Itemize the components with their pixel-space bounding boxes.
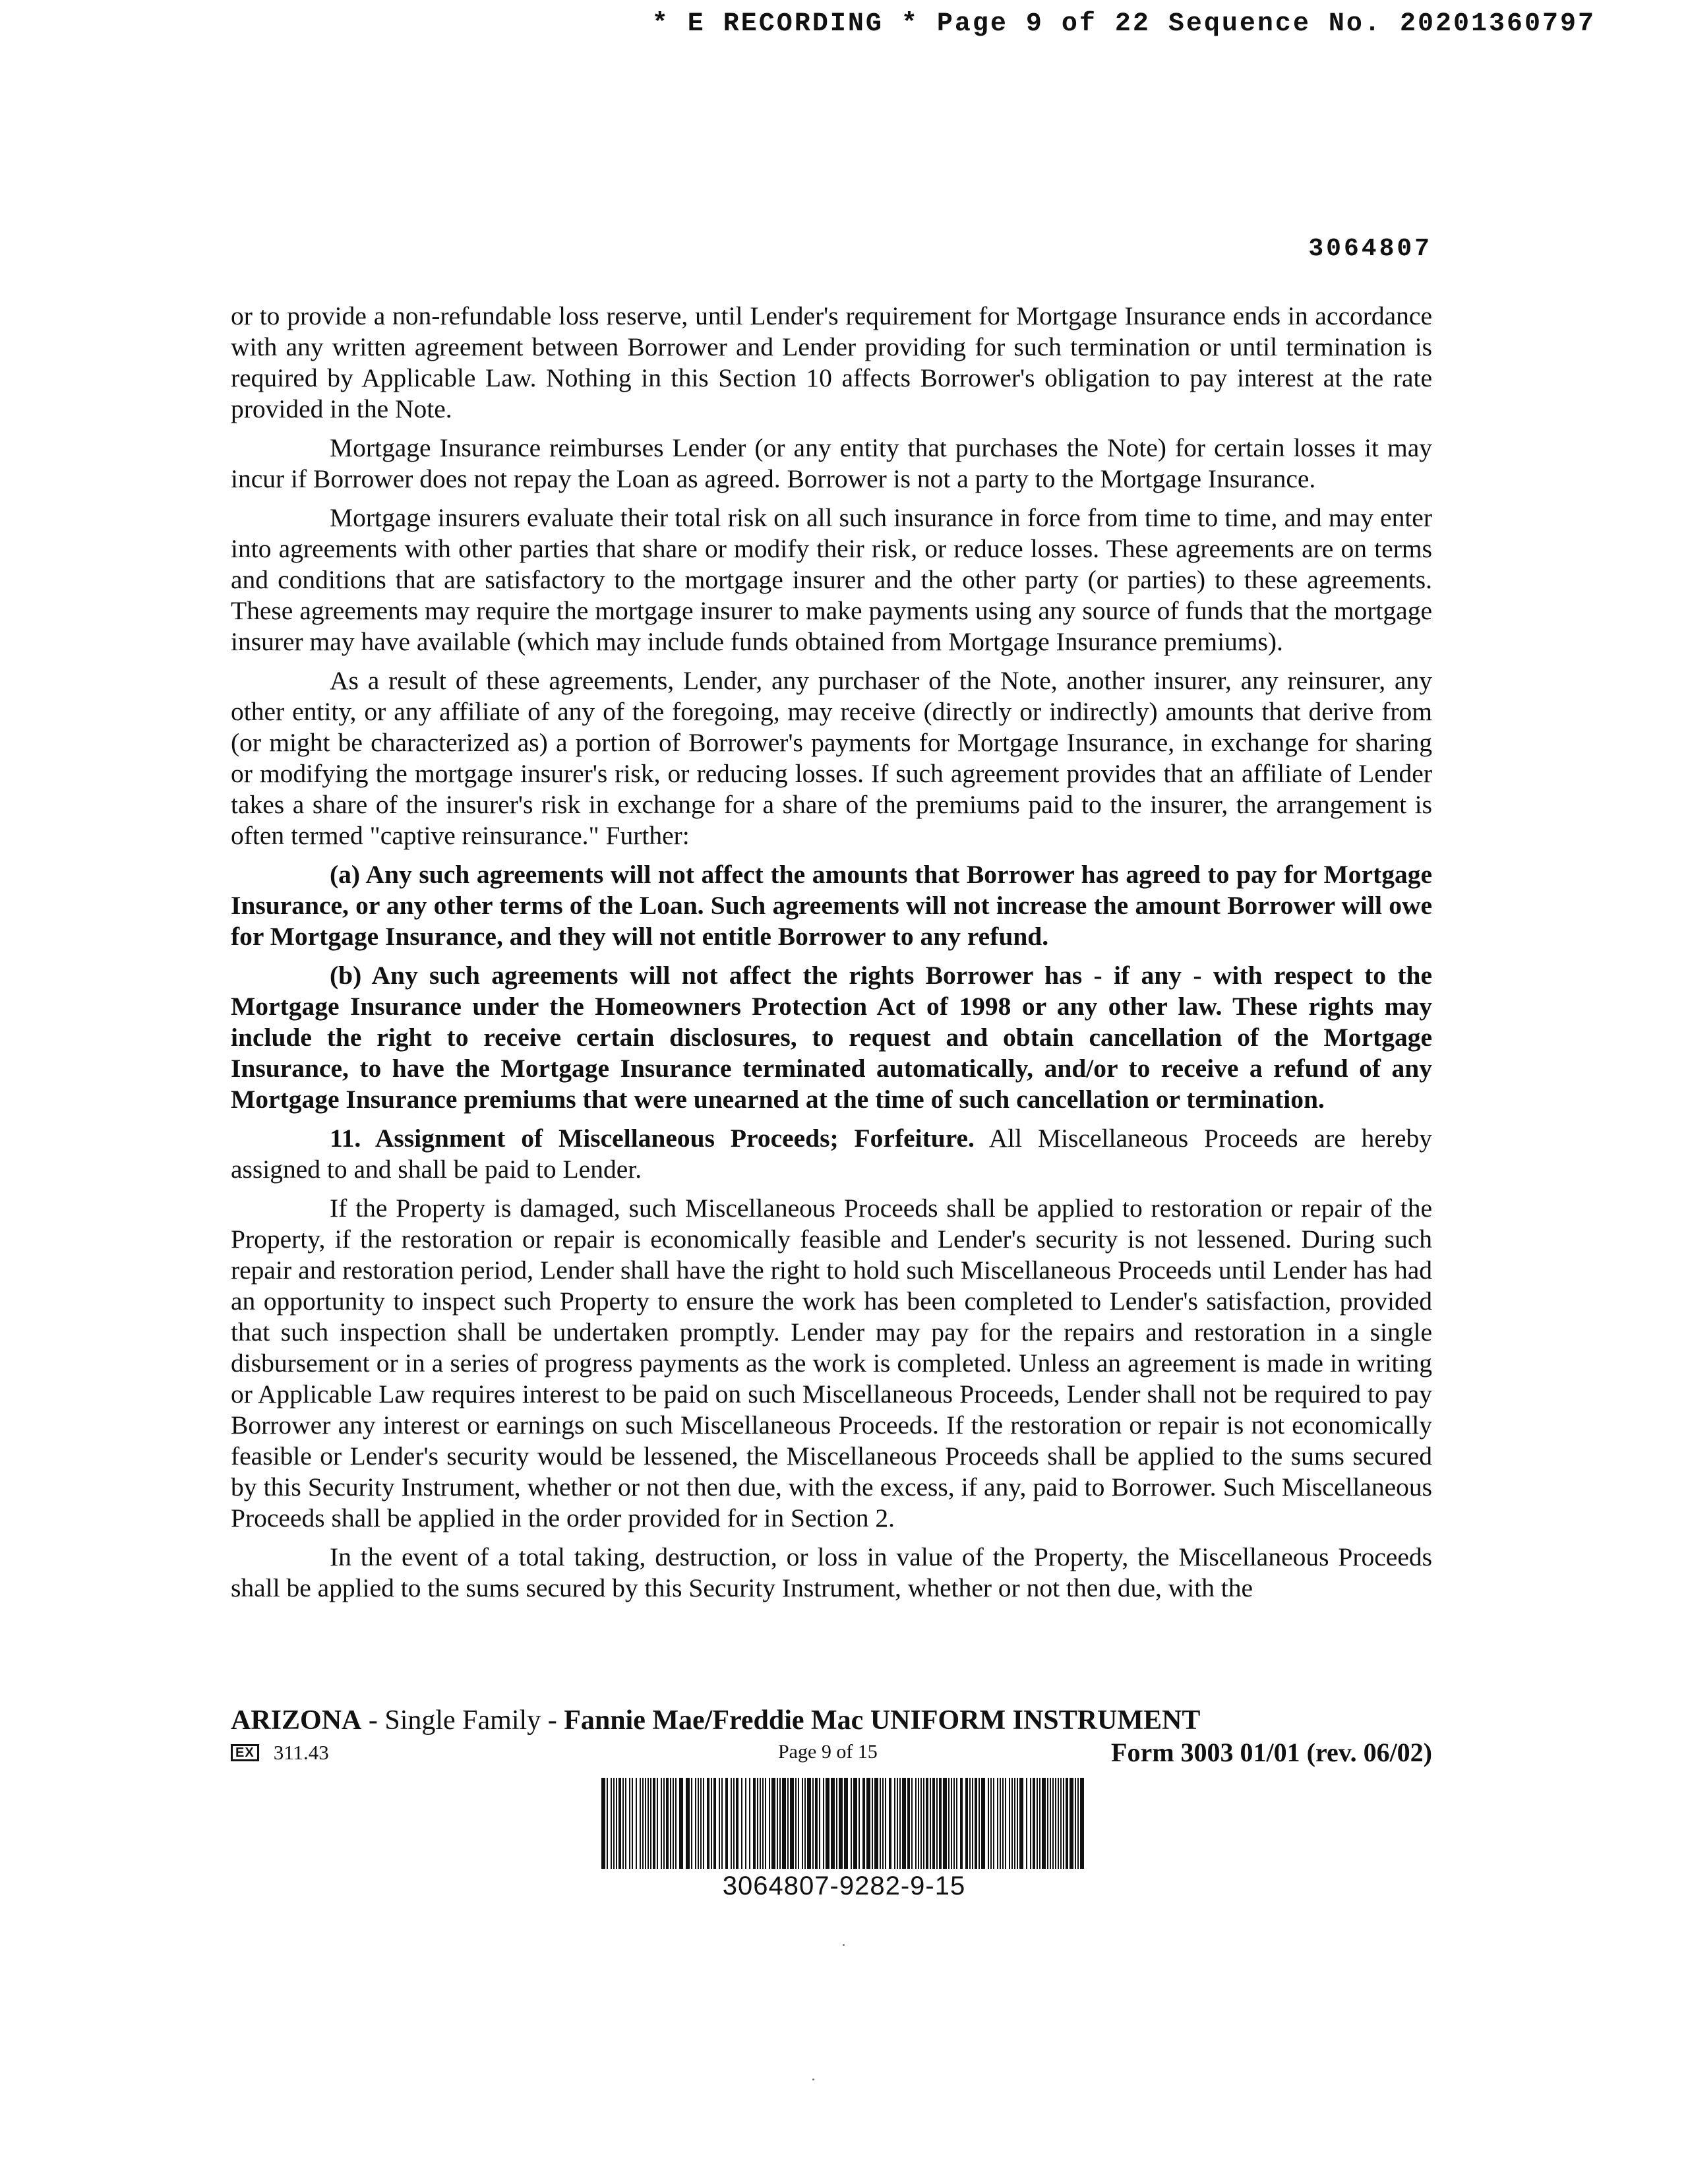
barcode-bar <box>762 1778 764 1869</box>
barcode-bar <box>889 1778 891 1869</box>
barcode-bar <box>733 1778 735 1869</box>
barcode-bar <box>926 1778 928 1869</box>
scan-speck <box>812 2078 814 2080</box>
barcode-bar <box>1037 1778 1038 1869</box>
barcode-image <box>601 1778 1087 1869</box>
barcode-bar <box>807 1778 811 1869</box>
barcode-bar <box>782 1778 786 1869</box>
barcode-bar <box>1000 1778 1001 1869</box>
barcode-bar <box>749 1778 750 1869</box>
barcode-bar <box>953 1778 955 1869</box>
barcode-bar <box>812 1778 814 1869</box>
barcode-bar <box>1030 1778 1031 1869</box>
barcode-bar <box>1052 1778 1054 1869</box>
barcode-bar <box>673 1778 674 1869</box>
barcode-bar <box>691 1778 692 1869</box>
barcode-bar <box>753 1778 756 1869</box>
barcode-bar <box>745 1778 746 1869</box>
barcode-bar <box>719 1778 720 1869</box>
barcode-bar <box>872 1778 873 1869</box>
barcode-bar <box>1005 1778 1006 1869</box>
ex-logo: EX <box>231 1744 259 1761</box>
barcode-bar <box>960 1778 963 1869</box>
barcode-bar <box>611 1778 612 1869</box>
section-11-heading: 11. Assignment of Miscellaneous Proceeds; Forfeiture. <box>330 1124 975 1153</box>
barcode-bar <box>880 1778 881 1869</box>
barcode-bar <box>771 1778 775 1869</box>
footer-state: ARIZONA <box>231 1705 362 1736</box>
barcode-bar <box>613 1778 615 1869</box>
footer-code-number: 311.43 <box>273 1741 329 1764</box>
barcode-bar <box>882 1778 884 1869</box>
barcode-bar <box>707 1778 709 1869</box>
barcode-bar <box>777 1778 778 1869</box>
barcode-bar <box>741 1778 742 1869</box>
barcode-bar <box>798 1778 799 1869</box>
barcode-bar <box>915 1778 917 1869</box>
barcode-bar <box>902 1778 906 1869</box>
barcode-bar <box>885 1778 886 1869</box>
recording-header: * E RECORDING * Page 9 of 22 Sequence No. 20201360797 <box>651 9 1596 39</box>
barcode-bar <box>666 1778 669 1869</box>
barcode-bar <box>657 1778 658 1869</box>
footer-page-number: Page 9 of 15 <box>778 1741 878 1763</box>
barcode-bar <box>625 1778 626 1869</box>
barcode-bar <box>675 1778 677 1869</box>
barcode-bar <box>601 1778 605 1869</box>
barcode-bar <box>642 1778 644 1869</box>
barcode-bar <box>920 1778 922 1869</box>
barcode-bar <box>932 1778 935 1869</box>
paragraph-property-damaged: If the Property is damaged, such Miscellaneous Proceeds shall be applied to restoration or repair of the Property, if the restoration or repair is economically feasible and Lender's security is not lessened. During such repair and restoration period, Lender shall have the right to hold such Miscellaneous Proceeds until Lender has had an opportunity to inspect such Property to ensure the work has been completed to Lender's satisfaction, provided that such inspection shall be undertaken promptly. Lender may pay for the repairs and restoration in a single disbursement or in a series of progress payments as the work is completed. Unless an agreement is made in writing or Applicable Law requires interest to be paid on such Miscellaneous Proceeds, Lender shall not be required to pay Borrower any interest or earnings on such Miscellaneous Proceeds. If the restoration or repair is not economically feasible or Lender's security would be lessened, the Miscellaneous Proceeds shall be applied to the sums secured by this Security Instrument, whether or not then due, with the excess, if any, paid to Borrower. Such Miscellaneous Proceeds shall be applied in the order provided for in Section 2. <box>231 1194 1432 1532</box>
barcode-bar <box>930 1778 931 1869</box>
barcode-bar <box>679 1778 683 1869</box>
barcode-bar <box>1066 1778 1068 1869</box>
barcode-bar <box>936 1778 938 1869</box>
barcode-bar <box>965 1778 968 1869</box>
barcode-bar <box>670 1778 671 1869</box>
barcode-bar <box>700 1778 702 1869</box>
barcode-bar <box>663 1778 665 1869</box>
barcode-bar <box>990 1778 992 1869</box>
paragraph-continuation: or to provide a non-refundable loss reserve, until Lender's requirement for Mortgage Insurance ends in accordance with any written agreement between Borrower and Lender providing for such termination or until termination is required by Applicable Law. Nothing in this Section 10 affects Borrower's obligation to pay interest at the rate provided in the Note. <box>231 301 1432 423</box>
barcode-bar <box>1002 1778 1004 1869</box>
barcode-bar <box>629 1778 630 1869</box>
paragraph-clause-a: (a) Any such agreements will not affect the amounts that Borrower has agreed to pay for Mortgage Insurance, or any other terms of the Loan. Such agreements will not increase the amount Borrower will owe for Mortgage Insurance, and they will not entitle Borrower to any refund. <box>231 860 1432 951</box>
barcode-bar <box>1017 1778 1018 1869</box>
barcode-bar <box>815 1778 818 1869</box>
barcode-bar <box>760 1778 761 1869</box>
barcode-bar <box>769 1778 770 1869</box>
barcode-bar <box>969 1778 971 1869</box>
barcode-bar <box>943 1778 947 1869</box>
barcode-bar <box>831 1778 835 1869</box>
barcode-bar <box>972 1778 973 1869</box>
barcode-bar <box>1047 1778 1048 1869</box>
barcode-bar <box>993 1778 994 1869</box>
barcode-bar <box>1063 1778 1064 1869</box>
barcode-bar <box>1055 1778 1056 1869</box>
barcode-bar <box>1080 1778 1084 1869</box>
document-footer <box>231 1704 1432 1770</box>
barcode-bar <box>975 1778 977 1869</box>
barcode-bar <box>645 1778 646 1869</box>
barcode-bar <box>632 1778 633 1869</box>
barcode-bar <box>851 1778 852 1869</box>
barcode-bar <box>826 1778 829 1869</box>
barcode-bar <box>703 1778 704 1869</box>
document-body <box>231 301 1432 1612</box>
footer-title <box>231 1704 1432 1737</box>
barcode-bar <box>1019 1778 1023 1869</box>
barcode-bar <box>711 1778 712 1869</box>
barcode-bar <box>653 1778 655 1869</box>
paragraph-mortgage-insurers-evaluate: Mortgage insurers evaluate their total risk on all such insurance in force from time to time, and may enter into agreements with other parties that share or modify their risk, or reduce losses. These agreements are on terms and conditions that are satisfactory to the mortgage insurer and the other party (or parties) to these agreements. These agreements may require the mortgage insurer to make payments using any source of funds that the mortgage insurer may have available (which may include funds obtained from Mortgage Insurance premiums). <box>231 503 1432 656</box>
barcode-bar <box>787 1778 789 1869</box>
document-number: 3064807 <box>1308 235 1432 263</box>
barcode-bar <box>1009 1778 1010 1869</box>
barcode-bar <box>911 1778 913 1869</box>
barcode-bar <box>956 1778 957 1869</box>
barcode-bar <box>721 1778 723 1869</box>
barcode-bar <box>1060 1778 1062 1869</box>
barcode-bar <box>988 1778 989 1869</box>
barcode-bar <box>1050 1778 1051 1869</box>
scan-speck <box>843 1944 845 1946</box>
footer-separator: - Single Family - <box>361 1705 564 1736</box>
barcode-bar <box>859 1778 860 1869</box>
barcode-bar <box>923 1778 924 1869</box>
footer-row <box>231 1737 1432 1770</box>
barcode-bar <box>874 1778 878 1869</box>
barcode-bar <box>839 1778 843 1869</box>
barcode-bar <box>979 1778 980 1869</box>
barcode-bar <box>736 1778 738 1869</box>
footer-form-code <box>231 1741 329 1765</box>
barcode-bar <box>765 1778 766 1869</box>
barcode-bar <box>948 1778 950 1869</box>
barcode-bar <box>713 1778 716 1869</box>
paragraph-total-taking: In the event of a total taking, destruction, or loss in value of the Property, the Miscellaneous Proceeds shall be applied to the sums secured by this Security Instrument, whether or not then due, with the <box>231 1542 1432 1602</box>
paragraph-result-of-agreements: As a result of these agreements, Lender, any purchaser of the Note, another insurer, any reinsurer, any other entity, or any affiliate of any of the foregoing, may receive (directly or indirectly) amounts that derive from (or might be characterized as) a portion of Borrower's payments for Mortgage Insurance, in exchange for sharing or modifying the mortgage insurer's risk, or reducing losses. If such agreement provides that an affiliate of Lender takes a share of the insurer's risk in exchange for a share of the premiums paid to the insurer, the arrangement is often termed "captive reinsurance." Further: <box>231 666 1432 850</box>
paragraph-clause-b: (b) Any such agreements will not affect the rights Borrower has - if any - with respect to the Mortgage Insurance under the Homeowners Protection Act of 1998 or any other law. These rights may include the right to receive certain disclosures, to request and obtain cancellation of the Mortgage Insurance, to have the Mortgage Insurance terminated automatically, and/or to receive a refund of any Mortgage Insurance premiums that were unearned at the time of such cancellation or termination. <box>231 961 1432 1114</box>
barcode-bar <box>853 1778 857 1869</box>
barcode-bar <box>1075 1778 1076 1869</box>
footer-agency: Fannie Mae/Freddie Mac UNIFORM INSTRUMENT <box>564 1705 1201 1736</box>
barcode-bar <box>844 1778 848 1869</box>
barcode-bar <box>1077 1778 1079 1869</box>
barcode-bar <box>731 1778 732 1869</box>
barcode-bar <box>695 1778 696 1869</box>
barcode-bar <box>650 1778 651 1869</box>
section-11-text: All Miscellaneous Proceeds are hereby assigned to and shall be paid to Lender. <box>231 1124 1432 1184</box>
barcode-bar <box>636 1778 637 1869</box>
barcode-bar <box>804 1778 806 1869</box>
footer-form-id: Form 3003 01/01 (rev. 06/02) <box>1111 1738 1432 1767</box>
barcode-bar <box>757 1778 758 1869</box>
barcode-label: 3064807-9282-9-15 <box>722 1871 966 1900</box>
barcode-bar <box>836 1778 837 1869</box>
barcode-bar <box>640 1778 641 1869</box>
barcode-bar <box>981 1778 985 1869</box>
barcode-bar <box>1070 1778 1073 1869</box>
barcode-bar <box>1058 1778 1059 1869</box>
barcode-bar <box>951 1778 952 1869</box>
barcode-bar <box>802 1778 803 1869</box>
barcode-bar <box>823 1778 824 1869</box>
barcode-bar <box>1039 1778 1040 1869</box>
barcode-bar <box>897 1778 898 1869</box>
paragraph-mortgage-insurance-reimburses: Mortgage Insurance reimburses Lender (or any entity that purchases the Note) for certain losses it may incur if Borrower does not repay the Loan as agreed. Borrower is not a party to the Mortgage Insurance. <box>231 433 1432 493</box>
barcode-bar <box>648 1778 649 1869</box>
barcode-bar <box>899 1778 901 1869</box>
barcode-bar <box>997 1778 998 1869</box>
barcode-bar <box>790 1778 794 1869</box>
barcode-bar <box>725 1778 728 1869</box>
barcode-bar <box>939 1778 942 1869</box>
barcode-bar <box>795 1778 797 1869</box>
barcode-bar <box>907 1778 910 1869</box>
barcode-bar <box>622 1778 624 1869</box>
barcode-bar <box>1033 1778 1035 1869</box>
barcode-bar <box>618 1778 621 1869</box>
barcode-bar <box>616 1778 617 1869</box>
barcode-bar <box>866 1778 870 1869</box>
barcode-bar <box>1014 1778 1015 1869</box>
barcode-bar <box>862 1778 865 1869</box>
barcode-bar <box>819 1778 820 1869</box>
barcode-bar <box>1011 1778 1013 1869</box>
barcode-bar <box>1042 1778 1046 1869</box>
paragraph-section-11 <box>231 1123 1432 1185</box>
barcode-bar <box>894 1778 895 1869</box>
barcode-bar <box>918 1778 919 1869</box>
barcode-bar <box>1026 1778 1027 1869</box>
barcode-bar <box>686 1778 690 1869</box>
barcode-bar <box>698 1778 699 1869</box>
barcode-bar <box>779 1778 781 1869</box>
barcode-bar <box>661 1778 662 1869</box>
barcode-bar <box>607 1778 608 1869</box>
